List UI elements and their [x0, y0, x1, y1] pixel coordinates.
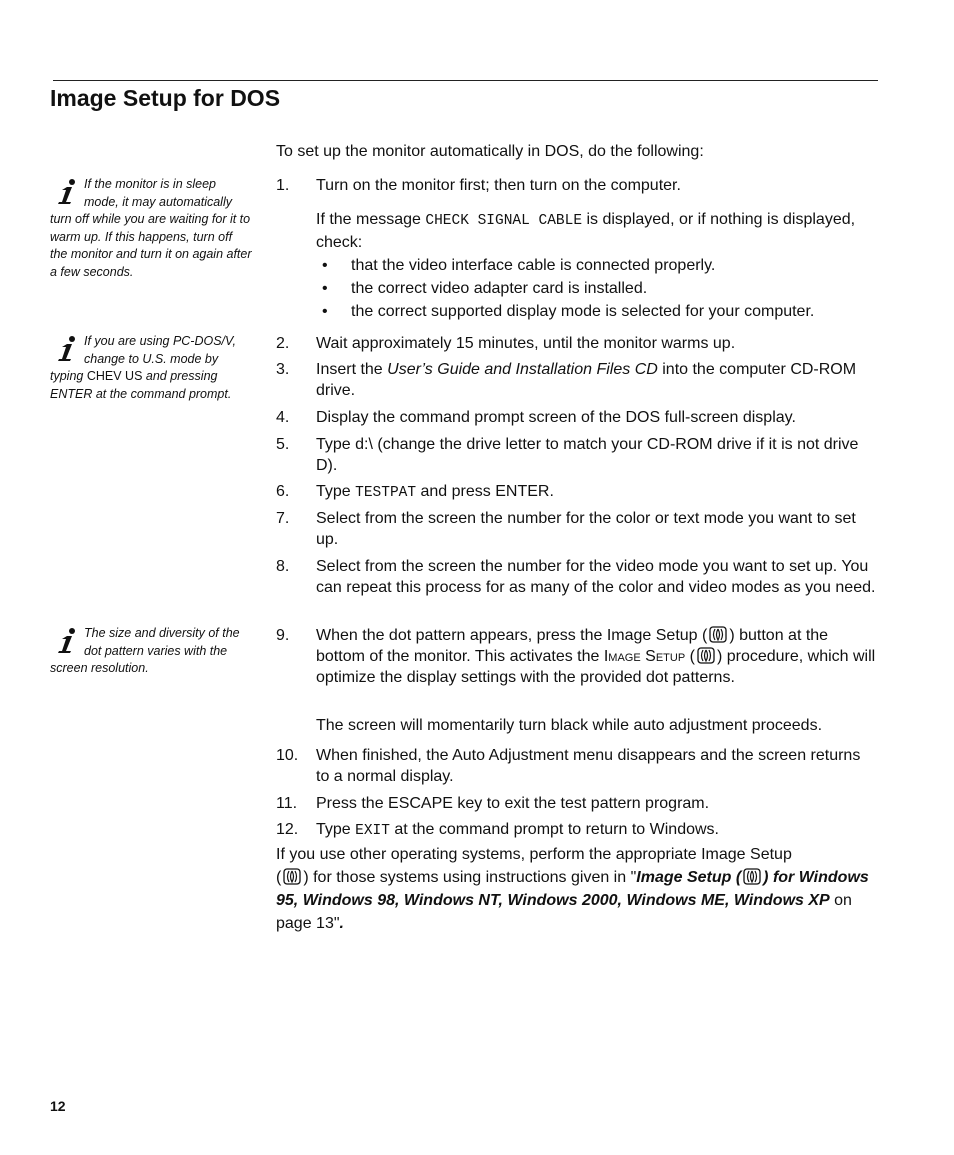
- step-text: [316, 625, 876, 688]
- page-number: 12: [50, 1098, 66, 1114]
- step-text-pre: Type: [316, 483, 356, 500]
- step-text: Select from the screen the number for the color or text mode you want to set up.: [316, 510, 856, 548]
- info-i-icon: [50, 333, 82, 363]
- header-rule: [53, 80, 878, 81]
- side-note-dot-pattern: [50, 625, 252, 678]
- step-text-post: into the computer CD-ROM drive.: [316, 361, 857, 399]
- step-text: [316, 359, 876, 401]
- step-text: Display the command prompt screen of the DOS full-screen display.: [316, 409, 796, 426]
- cd-title: User’s Guide and Installation Files CD: [387, 361, 658, 378]
- side-note-sleep-mode: [50, 176, 252, 281]
- closing-text-d: on page 13": [276, 892, 852, 932]
- step-text-pre: Insert the: [316, 361, 388, 378]
- note-command: CHEV US: [86, 369, 143, 383]
- side-note-pc-dos: [50, 333, 252, 403]
- step-9-note: The screen will momentarily turn black while auto adjustment proceeds.: [316, 717, 823, 734]
- step-number: 4.: [276, 409, 290, 426]
- image-setup-button-icon: [697, 647, 715, 664]
- step-text-post: at the command prompt to return to Windows.: [389, 821, 719, 838]
- note-text: If the monitor is in sleep mode, it may automatically turn off while you are waiting for it to warm up. If this happens, turn off the monitor and turn it on again after a few seconds.: [50, 177, 252, 279]
- step-text: Select from the screen the number for the video mode you want to set up. You can repeat this process for as many of the color and video modes as you need.: [316, 558, 876, 596]
- step-number: 11.: [276, 795, 298, 812]
- closing-text-b: (: [276, 869, 282, 886]
- step-text: When finished, the Auto Adjustment menu disappears and the screen returns to a normal display.: [316, 747, 861, 785]
- step-number: 1.: [276, 177, 290, 194]
- step-text: [316, 481, 876, 504]
- bullet-text: that the video interface cable is connected properly.: [351, 257, 716, 274]
- info-i-icon: [50, 176, 82, 206]
- image-setup-button-icon: [283, 868, 301, 885]
- image-setup-button-icon: [743, 868, 761, 885]
- step-text: Press the ESCAPE key to exit the test pattern program.: [316, 795, 710, 812]
- intro-paragraph: To set up the monitor automatically in DOS, do the following:: [276, 143, 704, 160]
- step-number: 7.: [276, 510, 290, 527]
- bullet-text: the correct video adapter card is installed.: [351, 280, 648, 297]
- step-text-c: (: [685, 648, 695, 665]
- step-text: Turn on the monitor first; then turn on the computer.: [316, 177, 681, 194]
- step-text: Wait approximately 15 minutes, until the monitor warms up.: [316, 335, 736, 352]
- step-number: 8.: [276, 558, 290, 575]
- step-number: 10.: [276, 747, 299, 764]
- step-text-post: and press ENTER.: [416, 483, 554, 500]
- bullet-mark: •: [322, 303, 328, 320]
- note-text: The size and diversity of the dot pattern varies with the screen resolution.: [50, 626, 240, 675]
- step-text-b: ) button at the bottom of the monitor. This activates the: [316, 627, 829, 665]
- closing-text-c: ) for those systems using instructions given in ": [303, 869, 637, 886]
- reference-title-b: ) for Windows 95, Windows 98, Windows NT, Windows 2000, Windows ME, Windows XP: [276, 869, 869, 909]
- image-setup-smallcaps: Image Setup: [603, 648, 686, 665]
- bullet-text: the correct supported display mode is selected for your computer.: [351, 303, 815, 320]
- message-post: is displayed, or if nothing is displayed, check:: [316, 211, 856, 251]
- step-number: 5.: [276, 436, 290, 453]
- step-1-message: [316, 209, 878, 253]
- step-number: 3.: [276, 361, 290, 378]
- command-code: TESTPAT: [355, 485, 417, 501]
- closing-paragraph: [276, 843, 876, 935]
- info-i-icon: [50, 625, 82, 655]
- step-text: [316, 819, 876, 842]
- bullet-mark: •: [322, 280, 328, 297]
- closing-period: .: [339, 915, 344, 932]
- page-title: Image Setup for DOS: [50, 85, 281, 111]
- step-number: 2.: [276, 335, 290, 352]
- note-text-post: and pressing ENTER at the command prompt.: [50, 369, 232, 401]
- image-setup-button-icon: [709, 626, 727, 643]
- message-code: CHECK SIGNAL CABLE: [425, 213, 583, 229]
- step-text-pre: Type: [316, 821, 356, 838]
- closing-text-a: If you use other operating systems, perform the appropriate Image Setup: [276, 846, 792, 863]
- step-text-a: When the dot pattern appears, press the Image Setup (: [316, 627, 708, 644]
- command-code: EXIT: [355, 823, 390, 839]
- step-text-d: ) procedure, which will optimize the display settings with the provided dot patterns.: [316, 648, 876, 686]
- step-text: Type d:\ (change the drive letter to match your CD-ROM drive if it is not drive D).: [316, 436, 859, 474]
- note-text-pre: If you are using PC-DOS/V, change to U.S. mode by typing: [50, 334, 236, 383]
- step-number: 6.: [276, 483, 290, 500]
- step-number: 12.: [276, 821, 299, 838]
- step-number: 9.: [276, 627, 290, 644]
- bullet-mark: •: [322, 257, 328, 274]
- reference-title-a: Image Setup (: [636, 869, 742, 886]
- message-pre: If the message: [316, 211, 426, 228]
